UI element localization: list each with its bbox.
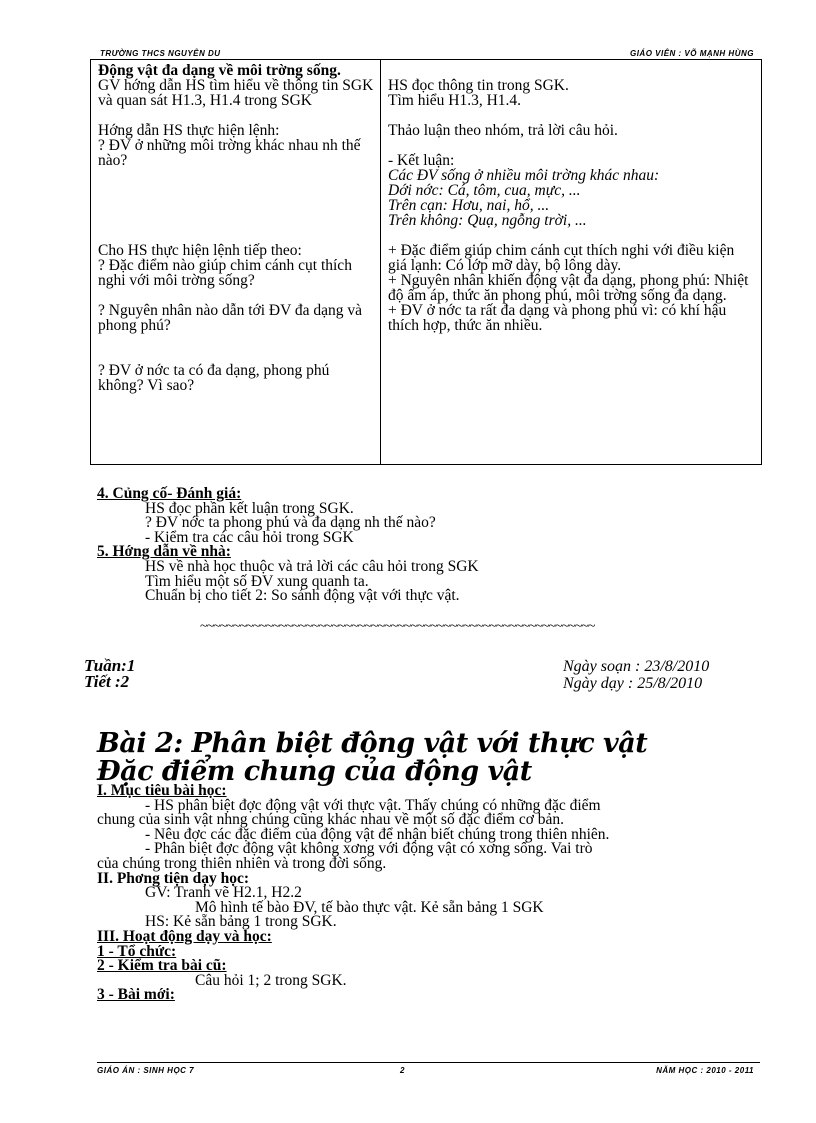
text-line: HS về nhà học thuộc và trả lời các câu hỏi trong SGK bbox=[145, 557, 479, 575]
text-line: của chúng trong thiên nhiên và trong đời sống. bbox=[97, 854, 387, 872]
text-line: chung của sinh vật nhng chúng cũng khác nhau về một số đặc điểm cơ bản. bbox=[97, 811, 565, 829]
text-line: - HS phân biệt đợc động vật với thực vật. Thấy chúng có những đặc điểm bbox=[145, 796, 601, 814]
spacer bbox=[388, 228, 755, 243]
spacer bbox=[388, 108, 755, 123]
divider: ~~~~~~~~~~~~~~~~~~~~~~~~~~~~~~~~~~~~~~~~~~~~~~~~~~~~~~~~~~~~ bbox=[200, 619, 595, 634]
lesson-title bbox=[97, 730, 647, 786]
spacer bbox=[98, 288, 374, 303]
text-line: - Kết luận: bbox=[388, 152, 455, 169]
text-line: HS đọc thông tin trong SGK. bbox=[388, 77, 569, 94]
lesson-title-line-2: Đặc điểm chung của động vật bbox=[97, 756, 532, 787]
footer-subject: GIÁO ÁN : SINH HỌC 7 bbox=[97, 1066, 195, 1075]
text-line: Động vật đa dạng về môi trờng sống. bbox=[98, 62, 341, 79]
teacher-activity-column bbox=[91, 60, 381, 465]
text-line: Các ĐV sống ở nhiều môi trờng khác nhau: bbox=[388, 167, 660, 184]
text-line: Trên cạn: Hơu, nai, hổ, ... bbox=[388, 197, 550, 214]
text-line: + Nguyên nhân khiến động vật đa dạng, phong phú: Nhiệt độ ấm áp, thức ăn phong phú, môi trờng sống đa dạng. bbox=[388, 272, 749, 304]
lesson-body bbox=[97, 784, 609, 1003]
spacer bbox=[98, 333, 374, 363]
week-label: Tuần:1 bbox=[84, 656, 136, 675]
teach-date: Ngày dạy : 25/8/2010 bbox=[563, 675, 703, 692]
text-line: Cho HS thực hiện lệnh tiếp theo: bbox=[98, 242, 302, 259]
text-line: - Phân biệt đợc động vật không xơng với động vật có xơng sống. Vai trò bbox=[145, 840, 593, 858]
text-line: Mô hình tế bào ĐV, tế bào thực vật. Kẻ sẵn bảng 1 SGK bbox=[195, 898, 544, 916]
text-line: III. Hoạt động dạy và học: bbox=[97, 927, 272, 945]
text-line: ? ĐV ở nớc ta có đa dạng, phong phú không? Vì sao? bbox=[98, 362, 330, 394]
text-line: HS đọc phần kết luận trong SGK. bbox=[145, 499, 354, 517]
text-line: GV hớng dẫn HS tìm hiểu về thông tin SGK và quan sát H1.3, H1.4 trong SGK bbox=[98, 77, 374, 109]
text-line: ? ĐV nớc ta phong phú và đa dạng nh thế nào? bbox=[145, 514, 436, 532]
footer-rule bbox=[97, 1062, 760, 1063]
text-line: + Đặc điểm giúp chim cánh cụt thích nghi với điều kiện giá lạnh: Có lớp mỡ dày, bộ lông dày. bbox=[388, 242, 735, 274]
text-line: II. Phơng tiện dạy học: bbox=[97, 869, 249, 887]
prepare-date: Ngày soạn : 23/8/2010 bbox=[563, 658, 710, 675]
text-line: Tìm hiểu H1.3, H1.4. bbox=[388, 92, 522, 109]
text-line: Hớng dẫn HS thực hiện lệnh: bbox=[98, 122, 280, 139]
text-line: Tìm hiểu một số ĐV xung quanh ta. bbox=[145, 572, 369, 590]
student-activity-column bbox=[381, 60, 762, 465]
activity-table bbox=[90, 59, 762, 465]
text-line: - Kiểm tra các câu hỏi trong SGK bbox=[145, 528, 354, 546]
footer-year: NĂM HỌC : 2010 - 2011 bbox=[656, 1066, 754, 1075]
text-line: Câu hỏi 1; 2 trong SGK. bbox=[195, 971, 347, 989]
text-line: 3 - Bài mới: bbox=[97, 986, 175, 1004]
spacer bbox=[98, 108, 374, 123]
header-teacher: GIÁO VIÊN : VÕ MẠNH HÙNG bbox=[629, 49, 754, 58]
footer-page-number: 2 bbox=[400, 1066, 405, 1075]
date-info bbox=[563, 658, 709, 692]
text-line: I. Mục tiêu bài học: bbox=[97, 782, 227, 799]
text-line: - Nêu đợc các đặc điểm của động vật để nhận biết chúng trong thiên nhiên. bbox=[145, 825, 610, 843]
period-label: Tiết :2 bbox=[84, 672, 130, 691]
section-heading: 5. Hớng dẫn về nhà: bbox=[97, 543, 231, 561]
spacer bbox=[388, 138, 755, 153]
text-line: + ĐV ở nớc ta rất đa dạng và phong phú vì: có khí hậu thích hợp, thức ăn nhiều. bbox=[388, 302, 727, 334]
section-cung-co bbox=[97, 487, 479, 604]
text-line: 2 - Kiểm tra bài cũ: bbox=[97, 957, 227, 975]
lesson-title-line-1: Bài 2: Phân biệt động vật với thực vật bbox=[97, 728, 648, 759]
text-line: ? Nguyên nhân nào dẫn tới ĐV đa dạng và phong phú? bbox=[98, 302, 363, 334]
text-line: HS: Kẻ sẵn bảng 1 trong SGK. bbox=[145, 913, 337, 931]
text-line: Dới nớc: Cá, tôm, cua, mực, ... bbox=[388, 182, 581, 199]
text-line: Trên không: Quạ, ngỗng trời, ... bbox=[388, 212, 587, 229]
text-line: Chuẩn bị cho tiết 2: So sánh động vật với thực vật. bbox=[145, 587, 460, 605]
text-line: GV: Tranh vẽ H2.1, H2.2 bbox=[145, 884, 302, 902]
spacer bbox=[98, 168, 374, 243]
spacer bbox=[388, 63, 755, 78]
header-school: TRƯỜNG THCS NGUYỄN DU bbox=[100, 49, 221, 58]
text-line: ? ĐV ở những môi trờng khác nhau nh thế nào? bbox=[98, 137, 361, 169]
text-line: ? Đặc điểm nào giúp chim cánh cụt thích nghi với môi trờng sống? bbox=[98, 257, 352, 289]
text-line: 1 - Tổ chức: bbox=[97, 942, 177, 960]
text-line: Thảo luận theo nhóm, trả lời câu hỏi. bbox=[388, 122, 618, 139]
week-info bbox=[84, 658, 135, 690]
section-heading: 4. Củng cố- Đánh giá: bbox=[97, 485, 242, 502]
